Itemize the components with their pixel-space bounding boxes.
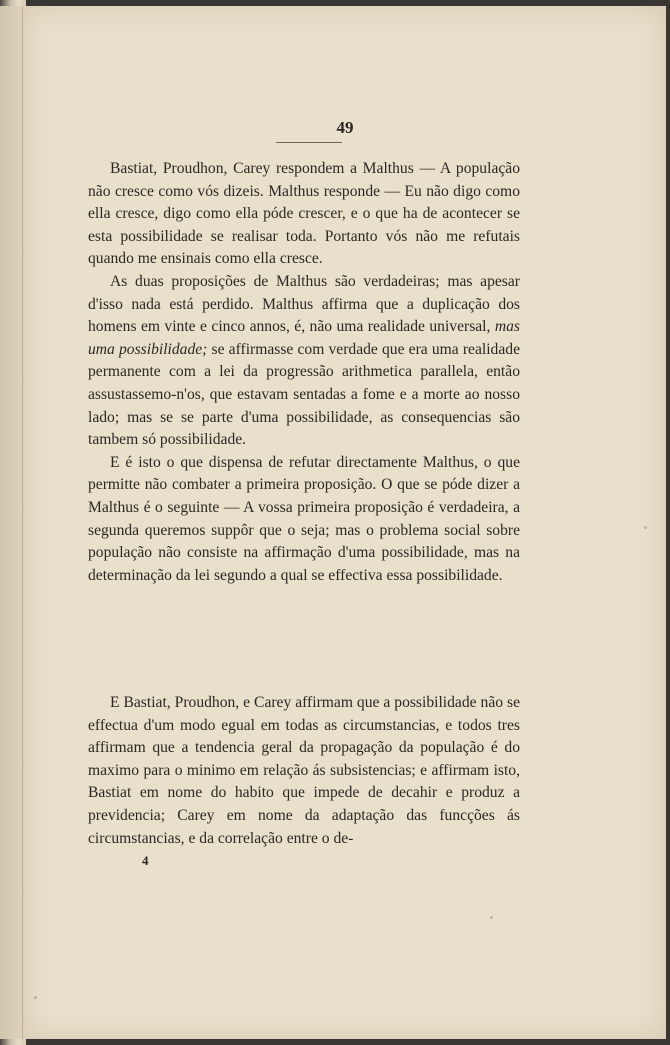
text-block-top — [88, 158, 520, 587]
paragraph-2-part-1: As duas proposições de Malthus são verdadeiras; mas apesar d'isso nada está perdido. Malthus affirma que a duplicação dos homens em vinte e cinco annos, é, não uma realidade universal, — [88, 272, 520, 336]
paragraph-2-italic: mas uma possibilidade; — [88, 318, 520, 358]
paper-speck — [490, 916, 493, 919]
paragraph-1: Bastiat, Proudhon, Carey respondem a Malthus — A população não cresce como vós dizeis. Malthus responde — Eu não digo como ella cresce, digo como ella póde crescer, e o que ha de acontecer se esta possibilidade se realisar toda. Portanto vós não me refutais quando me ensinais como ella cresce. — [88, 160, 520, 268]
paragraph-2-part-2: se affirmasse com verdade que era uma realidade permanente com a lei da progressão arithmetica parallela, então assustassemo-n'os, que estavam sentadas a fome e a morte ao nosso lado; mas se se parte d'uma possibilidade, as consequencias são tambem só possibilidade. — [88, 340, 520, 449]
paper-speck — [34, 996, 37, 999]
paragraph-4: E Bastiat, Proudhon, e Carey affirmam que a possibilidade não se effectua d'um modo egual em todas as circumstancias, e todos tres affirmam que a tendencia geral da propagação da população é do maximo para o minimo em relação ás subsistencias; e affirmam isto, Bastiat em nome do habito que impede de decahir e produz a previdencia; Carey em nome da adaptação das funcções ás circumstancias, e da correlação entre o de- — [88, 694, 520, 847]
paragraph-3: E é isto o que dispensa de refutar directamente Malthus, o que permitte não combater a primeira proposição. O que se póde dizer a Malthus é o seguinte — A vossa primeira proposição é verdadeira, a segunda queremos suppôr que o seja; mas o problema social sobre população não consiste na affirmação d'uma possibilidade, mas na determinação da lei segundo a qual se effectiva essa possibilidade. — [88, 453, 520, 584]
page-number: 49 — [336, 118, 354, 137]
paper-speck — [644, 526, 647, 529]
header-rule — [276, 142, 342, 143]
book-page — [24, 6, 666, 1039]
facing-page-edge — [0, 6, 23, 1039]
signature-mark: 4 — [142, 853, 149, 868]
paragraph-2 — [88, 271, 520, 452]
text-block-bottom — [88, 692, 520, 850]
